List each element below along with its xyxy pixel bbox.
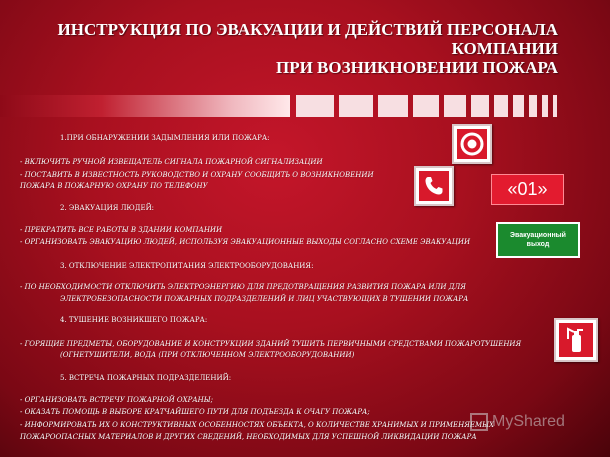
section-5-line: - ОКАЗАТЬ ПОМОЩЬ В ВЫБОРЕ КРАТЧАЙШЕГО ПУТИ ДЛЯ ПОДЪЕЗДА К ОЧАГУ ПОЖАРА; bbox=[20, 408, 370, 416]
section-5-line: - ИНФОРМИРОВАТЬ ИХ О КОНСТРУКТИВНЫХ ОСОБЕННОСТЯХ ОБЪЕКТА, О КОЛИЧЕСТВЕ ХРАНИМЫХ И ПРИМЕНЯЕМЫХ bbox=[20, 421, 495, 429]
stripe-block bbox=[553, 95, 557, 117]
section-4-heading: 4. ТУШЕНИЕ ВОЗНИКШЕГО ПОЖАРА: bbox=[60, 316, 208, 324]
section-3-heading: 3. ОТКЛЮЧЕНИЕ ЭЛЕКТРОПИТАНИЯ ЭЛЕКТРООБОРУДОВАНИЯ: bbox=[60, 262, 314, 270]
watermark-logo-icon bbox=[470, 413, 488, 431]
evacuation-exit-sign bbox=[496, 222, 580, 258]
fire-extinguisher-icon bbox=[559, 323, 593, 357]
stripe-block bbox=[529, 95, 537, 117]
stripe-block bbox=[513, 95, 524, 117]
section-2-line: - ОРГАНИЗОВАТЬ ЭВАКУАЦИЮ ЛЮДЕЙ, ИСПОЛЬЗУЯ ЭВАКУАЦИОННЫЕ ВЫХОДЫ СОГЛАСНО СХЕМЕ ЭВАКУАЦИИ bbox=[20, 238, 471, 246]
stripe-block bbox=[471, 95, 489, 117]
section-1-line: - ПОСТАВИТЬ В ИЗВЕСТНОСТЬ РУКОВОДСТВО И ОХРАНУ СООБЩИТЬ О ВОЗНИКНОВЕНИИ bbox=[20, 171, 374, 179]
fire-extinguisher-sign bbox=[554, 318, 598, 362]
fire-phone-icon bbox=[419, 171, 449, 201]
stripe-block bbox=[413, 95, 439, 117]
section-1-line: ПОЖАРА В ПОЖАРНУЮ ОХРАНУ ПО ТЕЛЕФОНУ bbox=[20, 182, 208, 190]
exit-sign-line-2: выход bbox=[526, 241, 550, 248]
emergency-number-badge: «01» bbox=[491, 174, 564, 205]
stripe-block bbox=[542, 95, 548, 117]
fire-alarm-button-icon bbox=[457, 129, 487, 159]
section-4-line: (ОГНЕТУШИТЕЛИ, ВОДА (ПРИ ОТКЛЮЧЕННОМ ЭЛЕКТРООБОРУДОВАНИИ) bbox=[60, 351, 355, 359]
stripe-block bbox=[339, 95, 373, 117]
watermark bbox=[470, 410, 595, 434]
title-line-3: ПРИ ВОЗНИКНОВЕНИИ ПОЖАРА bbox=[275, 58, 558, 77]
gradient-stripe bbox=[0, 95, 290, 117]
section-3-line: ЭЛЕКТРОБЕЗОПАСНОСТИ ПОЖАРНЫХ ПОДРАЗДЕЛЕНИЙ И ЛИЦ УЧАСТВУЮЩИХ В ТУШЕНИИ ПОЖАРА bbox=[60, 295, 469, 303]
section-1-heading: 1.ПРИ ОБНАРУЖЕНИИ ЗАДЫМЛЕНИЯ ИЛИ ПОЖАРА: bbox=[60, 134, 270, 142]
section-5-heading: 5. ВСТРЕЧА ПОЖАРНЫХ ПОДРАЗДЕЛЕНИЙ: bbox=[60, 374, 232, 382]
stripe-block bbox=[444, 95, 466, 117]
section-5-line: ПОЖАРООПАСНЫХ МАТЕРИАЛОВ И ДРУГИХ СВЕДЕНИЙ, НЕОБХОДИМЫХ ДЛЯ УСПЕШНОЙ ЛИКВИДАЦИИ ПОЖАРА bbox=[20, 433, 477, 441]
fire-phone-sign bbox=[414, 166, 454, 206]
section-1-line: - ВКЛЮЧИТЬ РУЧНОЙ ИЗВЕЩАТЕЛЬ СИГНАЛА ПОЖАРНОЙ СИГНАЛИЗАЦИИ bbox=[20, 158, 323, 166]
exit-sign-line-1: Эвакуационный bbox=[510, 232, 566, 239]
watermark-text: MyShared bbox=[492, 413, 565, 430]
title-line-1: ИНСТРУКЦИЯ ПО ЭВАКУАЦИИ И ДЕЙСТВИЙ ПЕРСОНАЛА bbox=[57, 20, 558, 39]
section-5-line: - ОРГАНИЗОВАТЬ ВСТРЕЧУ ПОЖАРНОЙ ОХРАНЫ; bbox=[20, 396, 213, 404]
stripe-block bbox=[378, 95, 408, 117]
section-3-line: - ПО НЕОБХОДИМОСТИ ОТКЛЮЧИТЬ ЭЛЕКТРОЭНЕРГИЮ ДЛЯ ПРЕДОТВРАЩЕНИЯ РАЗВИТИЯ ПОЖАРА ИЛИ ДЛЯ bbox=[20, 283, 466, 291]
decorative-stripe-band bbox=[0, 95, 610, 117]
section-2-line: - ПРЕКРАТИТЬ ВСЕ РАБОТЫ В ЗДАНИИ КОМПАНИИ bbox=[20, 226, 223, 234]
section-2-heading: 2. ЭВАКУАЦИЯ ЛЮДЕЙ: bbox=[60, 204, 155, 212]
slide-title bbox=[38, 20, 558, 77]
stripe-block bbox=[494, 95, 508, 117]
stripe-block bbox=[296, 95, 334, 117]
section-4-line: - ГОРЯЩИЕ ПРЕДМЕТЫ, ОБОРУДОВАНИЕ И КОНСТРУКЦИИ ЗДАНИЙ ТУШИТЬ ПЕРВИЧНЫМИ СРЕДСТВАМИ ПОЖАРОТУШЕНИЯ bbox=[20, 340, 522, 348]
fire-alarm-button-sign bbox=[452, 124, 492, 164]
title-line-2: КОМПАНИИ bbox=[451, 39, 558, 58]
